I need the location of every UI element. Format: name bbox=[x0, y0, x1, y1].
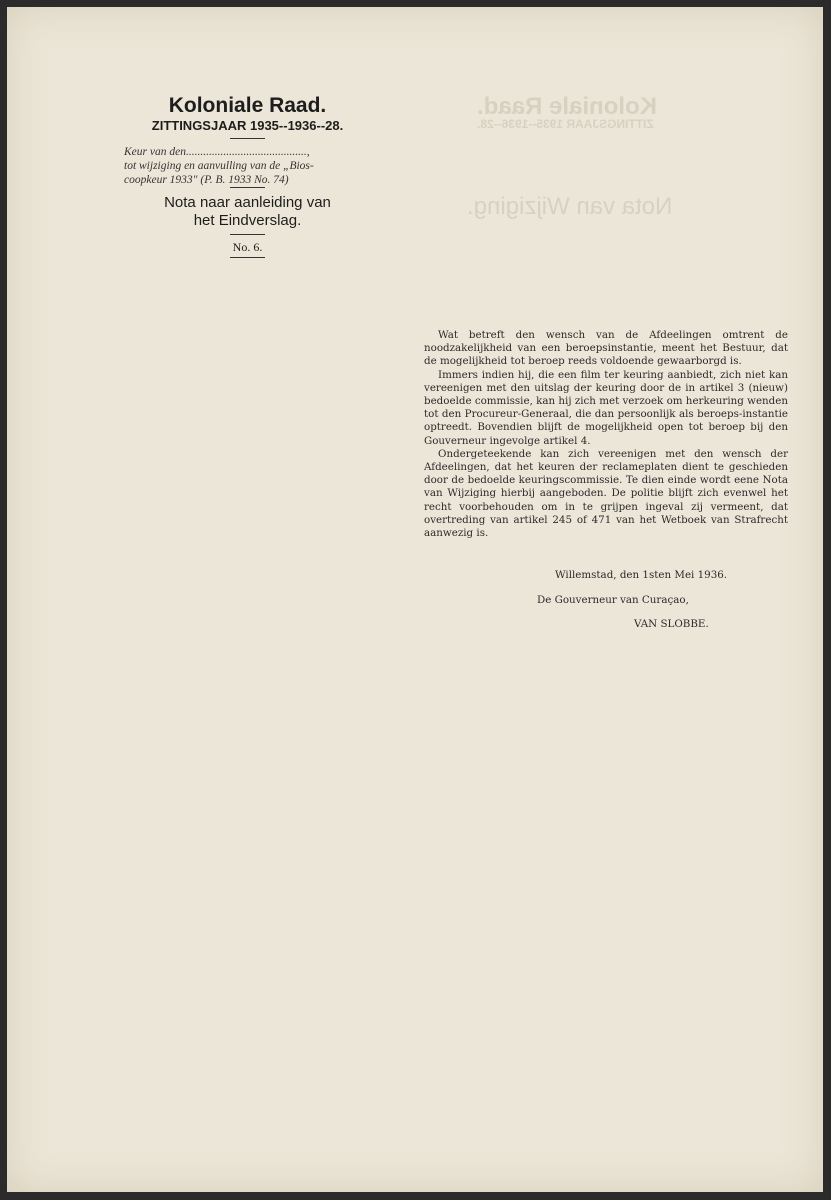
document-page bbox=[7, 7, 823, 1192]
divider bbox=[230, 257, 265, 258]
keur-line: coopkeur 1933" (P. B. 1933 No. 74) bbox=[124, 174, 289, 186]
divider bbox=[230, 138, 265, 139]
council-title: Koloniale Raad. bbox=[168, 94, 327, 117]
body-text bbox=[424, 329, 788, 540]
keur-description bbox=[124, 145, 379, 187]
bleedthrough-nota: Nota van Wijziging. bbox=[467, 193, 673, 220]
document-number: No. 6. bbox=[232, 240, 263, 254]
session-year: ZITTINGSJAAR 1935--1936--28. bbox=[151, 118, 344, 133]
divider bbox=[230, 234, 265, 235]
place-date: Willemstad, den 1sten Mei 1936. bbox=[555, 569, 728, 581]
divider bbox=[230, 187, 265, 188]
signatory-role: De Gouverneur van Curaçao, bbox=[537, 594, 689, 606]
nota-heading bbox=[115, 194, 380, 230]
keur-line: Keur van den.........................................., bbox=[124, 146, 310, 158]
nota-line: Nota naar aanleiding van bbox=[164, 194, 331, 211]
bleedthrough-subtitle: ZITTINGSJAAR 1935--1936--28. bbox=[477, 117, 654, 131]
paragraph: Ondergeteekende kan zich vereenigen met den wensch der Afdeelingen, dat het keuren der reclameplaten dient te geschieden door de bedoelde keuringscommissie. Te dien einde wordt eene Nota van Wijziging hierbij aangeboden. De politie blijft zich evenwel het recht voorbehouden om in te grijpen ingeval zij vermeent, dat overtreding van artikel 245 of 471 van het Wetboek van Strafrecht aanwezig is. bbox=[424, 447, 788, 540]
paragraph: Wat betreft den wensch van de Afdeelingen omtrent de noodzakelijkheid van een beroepsinstantie, meent het Bestuur, dat de mogelijkheid tot beroep reeds voldoende gewaarborgd is. bbox=[424, 329, 788, 368]
bleedthrough-title: Koloniale Raad. bbox=[477, 93, 658, 120]
paragraph: Immers indien hij, die een film ter keuring aanbiedt, zich niet kan vereenigen met den uitslag der keuring door de in artikel 3 (nieuw) bedoelde commissie, kan hij zich met verzoek om herkeuring wenden tot den Procureur-Generaal, die dan persoonlijk als beroeps-instantie optreedt. Bovendien blijft de mogelijkheid open tot beroep bij den Gouverneur ingevolge artikel 4. bbox=[424, 368, 788, 447]
nota-line: het Eindverslag. bbox=[193, 212, 302, 229]
signatory-name: VAN SLOBBE. bbox=[634, 618, 709, 630]
keur-line: tot wijziging en aanvulling van de „Bios- bbox=[124, 160, 314, 172]
